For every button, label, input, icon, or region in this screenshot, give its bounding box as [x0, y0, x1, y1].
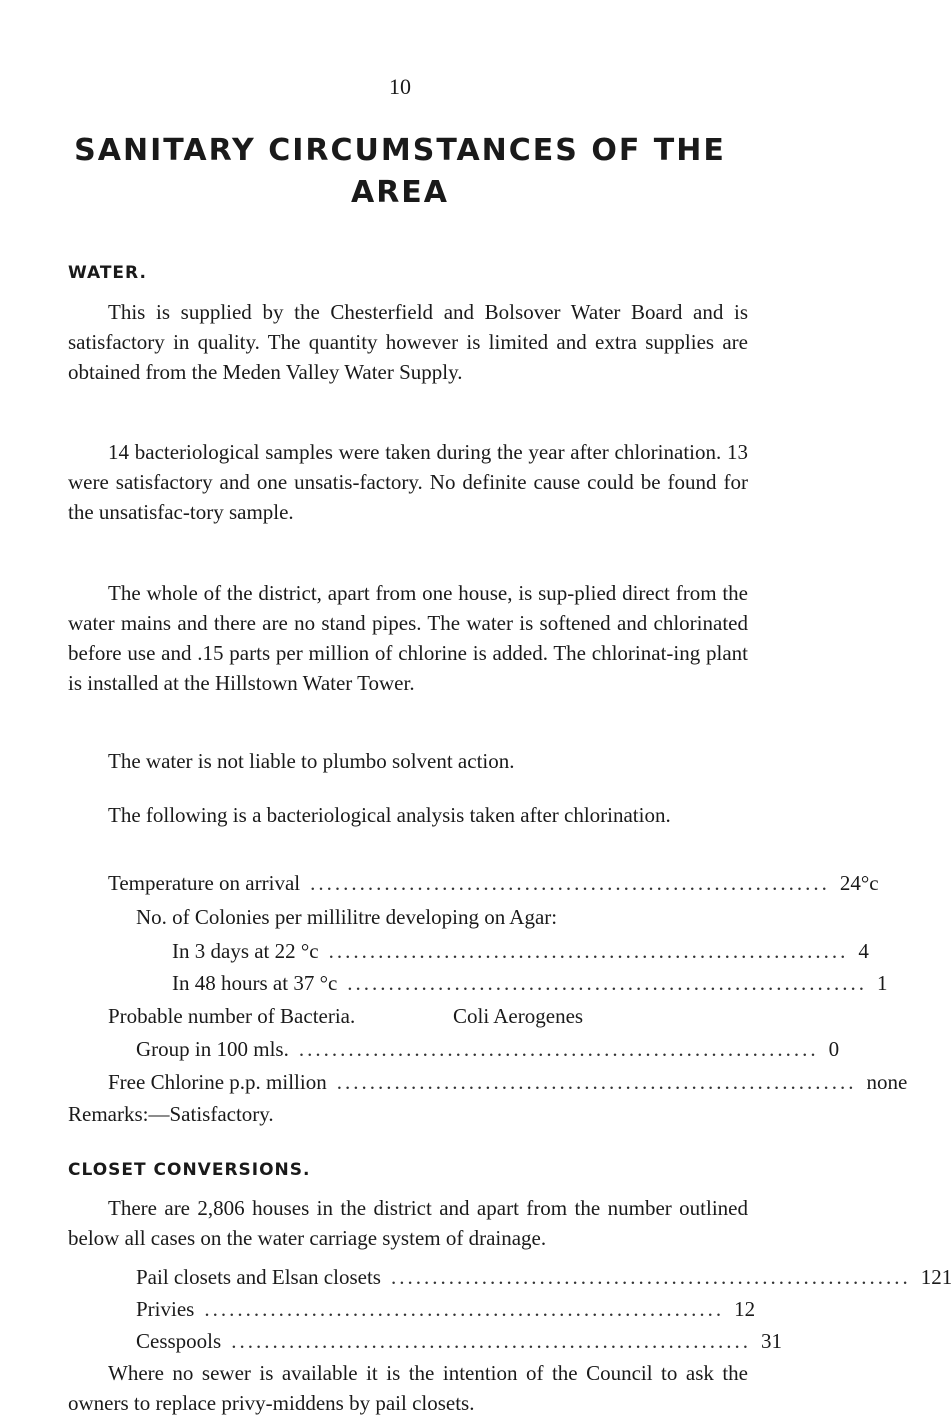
leader-dots: ............................................................... — [390, 1265, 911, 1289]
analysis-label: Temperature on arrival — [108, 871, 301, 895]
analysis-bacteria-label: Probable number of Bacteria. — [108, 1004, 356, 1028]
analysis-coli-label: Coli Aerogenes — [453, 1004, 584, 1028]
analysis-label: In 48 hours at 37 °c — [172, 971, 338, 995]
leader-dots: ............................................................... — [310, 871, 830, 895]
analysis-row-forty-eight-hours — [172, 968, 888, 998]
analysis-value: 4 — [858, 939, 869, 963]
list-item-label: Pail closets and Elsan closets — [136, 1265, 381, 1289]
analysis-row-group — [136, 1034, 840, 1064]
list-item-value: 121 — [920, 1265, 952, 1289]
list-item-label: Cesspools — [136, 1329, 222, 1353]
analysis-colonies-label: No. of Colonies per millilitre developing on Agar: — [136, 905, 558, 929]
page-number: 10 — [389, 74, 411, 99]
analysis-label: Group in 100 mls. — [136, 1037, 289, 1061]
analysis-value: 1 — [877, 971, 888, 995]
analysis-label: Free Chlorine p.p. million — [108, 1070, 327, 1094]
analysis-remarks: Remarks:—Satisfactory. — [68, 1102, 274, 1126]
analysis-value: 0 — [828, 1037, 840, 1061]
water-paragraph-mains: The whole of the district, apart from one house, is sup-plied direct from the water mains and there are no stand pipes. The water is softened and chlorinated before use and .15 parts per million of chlorine is added. The chlorinat-ing plant is installed at the Hillstown Water Tower. — [68, 581, 748, 695]
list-item — [136, 1326, 782, 1356]
analysis-row-three-days — [172, 936, 869, 966]
closets-paragraph: There are 2,806 houses in the district and apart from the number outlined below all cases on the water carriage system of drainage. — [68, 1196, 748, 1250]
analysis-label: In 3 days at 22 °c — [172, 939, 319, 963]
leader-dots: ............................................................... — [328, 939, 849, 963]
analysis-value: 24°c — [839, 871, 879, 895]
list-item-value: 12 — [734, 1297, 756, 1321]
list-item — [136, 1262, 952, 1292]
list-item — [136, 1294, 756, 1324]
page-title: SANITARY CIRCUMSTANCES OF THE AREA — [74, 133, 726, 210]
water-paragraph-supply: This is supplied by the Chesterfield and Bolsover Water Board and is satisfactory in quality. The quantity however is limited and extra supplies are obtained from the Meden Valley Water Supply. — [68, 300, 748, 384]
analysis-value: none — [866, 1070, 908, 1094]
list-item-label: Privies — [136, 1297, 195, 1321]
closets-heading: CLOSET CONVERSIONS. — [68, 1160, 311, 1180]
analysis-row-chlorine — [108, 1067, 908, 1097]
analysis-row-temperature — [108, 868, 879, 898]
list-item-value: 31 — [760, 1329, 782, 1353]
water-paragraph-plumbo: The water is not liable to plumbo solvent action. — [108, 749, 515, 773]
leader-dots: ............................................................... — [347, 971, 868, 995]
leader-dots: ............................................................... — [336, 1070, 857, 1094]
water-heading: WATER. — [68, 263, 147, 283]
leader-dots: ............................................................... — [231, 1329, 751, 1353]
leader-dots: ............................................................... — [298, 1037, 819, 1061]
closets-closing-paragraph: Where no sewer is available it is the intention of the Council to ask the owners to replace privy-middens by pail closets. — [68, 1361, 748, 1415]
leader-dots: ............................................................... — [204, 1297, 725, 1321]
water-paragraph-analysis-intro: The following is a bacteriological analysis taken after chlorination. — [108, 803, 671, 827]
water-paragraph-samples: 14 bacteriological samples were taken during the year after chlorination. 13 were satisfactory and one unsatis-factory. No definite cause could be found for the unsatisfac-tory sample. — [68, 440, 748, 524]
